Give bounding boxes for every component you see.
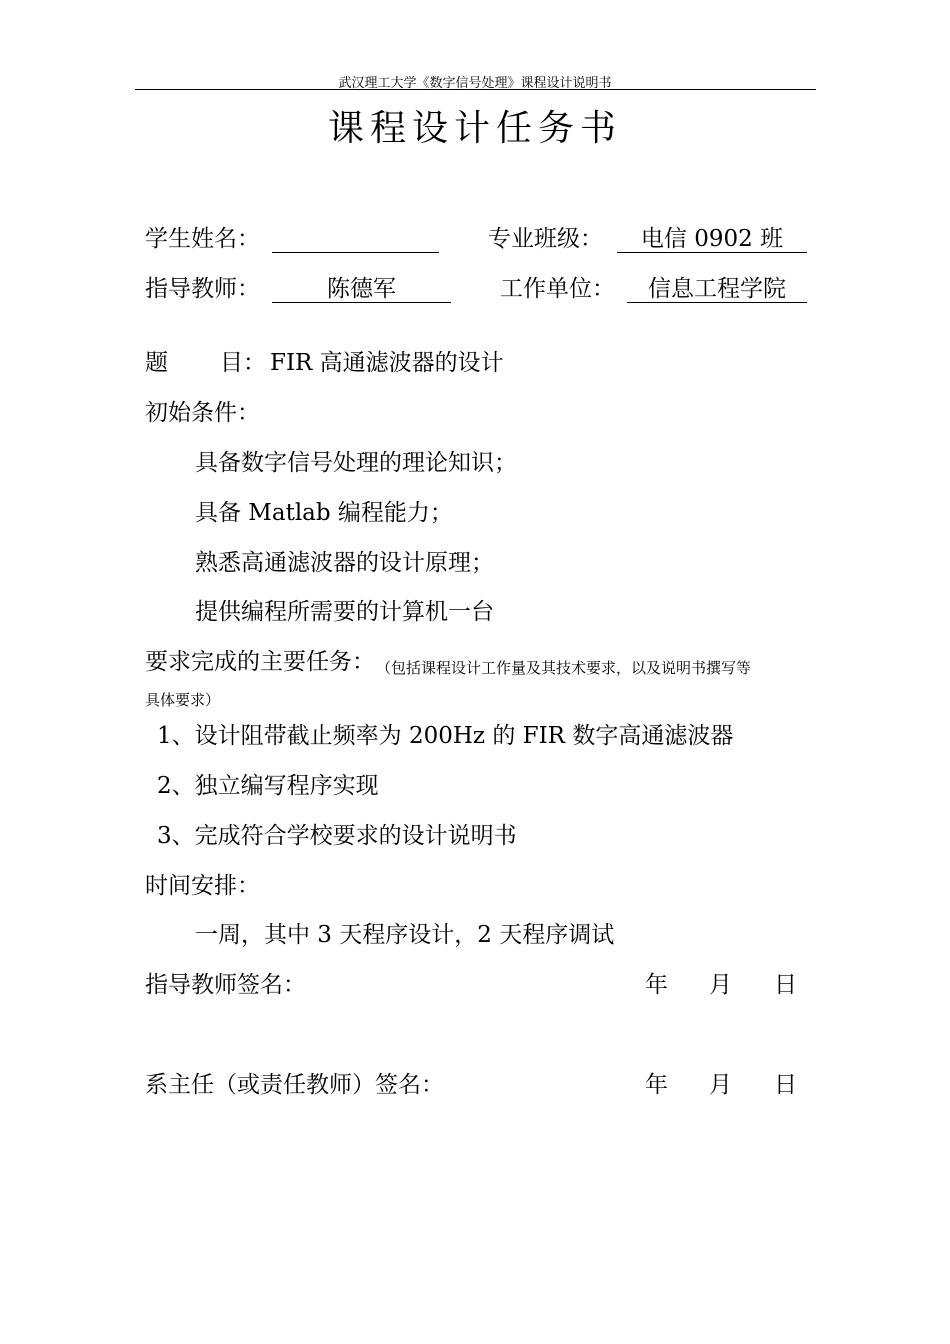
advisor-value: 陈德军 <box>327 276 396 302</box>
running-header: 武汉理工大学《数字信号处理》课程设计说明书 <box>338 76 612 91</box>
header-rule <box>135 89 816 90</box>
advisor-signature-day: 日 <box>774 972 797 998</box>
student-name-underline <box>272 252 439 253</box>
class-value: 电信 0902 班 <box>640 226 784 252</box>
tasks-note-first: （包括课程设计工作量及其技术要求，以及说明书撰写等 <box>376 659 752 677</box>
schedule-heading: 时间安排： <box>145 873 260 899</box>
tasks-note-second: 具体要求） <box>145 691 221 709</box>
topic-value: FIR 高通滤波器的设计 <box>270 350 504 376</box>
page-title: 课程设计任务书 <box>327 108 622 149</box>
topic-label-first: 题 <box>145 350 168 376</box>
tasks-heading: 要求完成的主要任务： <box>145 649 375 675</box>
advisor-underline <box>272 302 451 303</box>
unit-underline <box>627 302 807 303</box>
student-name-label: 学生姓名： <box>145 226 260 252</box>
head-signature-month: 月 <box>709 1072 732 1098</box>
head-signature-year: 年 <box>645 1072 668 1098</box>
class-underline <box>617 252 807 253</box>
task-item: 2、独立编写程序实现 <box>157 773 379 799</box>
class-label: 专业班级： <box>488 226 603 252</box>
conditions-heading: 初始条件： <box>145 400 260 426</box>
advisor-signature-month: 月 <box>709 972 732 998</box>
advisor-signature-label: 指导教师签名： <box>145 972 306 998</box>
advisor-signature-year: 年 <box>645 972 668 998</box>
condition-item: 熟悉高通滤波器的设计原理； <box>195 550 494 576</box>
unit-label: 工作单位： <box>500 276 615 302</box>
unit-value: 信息工程学院 <box>648 276 786 302</box>
topic-label-second: 目： <box>220 350 266 376</box>
condition-item: 具备数字信号处理的理论知识； <box>195 450 517 476</box>
condition-item: 具备 Matlab 编程能力； <box>195 500 453 526</box>
head-signature-day: 日 <box>774 1072 797 1098</box>
advisor-label: 指导教师： <box>145 276 260 302</box>
task-item: 3、完成符合学校要求的设计说明书 <box>157 823 517 849</box>
task-item: 1、设计阻带截止频率为 200Hz 的 FIR 数字高通滤波器 <box>157 723 734 749</box>
head-signature-label: 系主任（或责任教师）签名： <box>145 1072 444 1098</box>
condition-item: 提供编程所需要的计算机一台 <box>195 599 494 625</box>
schedule-text: 一周，其中 3 天程序设计，2 天程序调试 <box>195 922 615 948</box>
